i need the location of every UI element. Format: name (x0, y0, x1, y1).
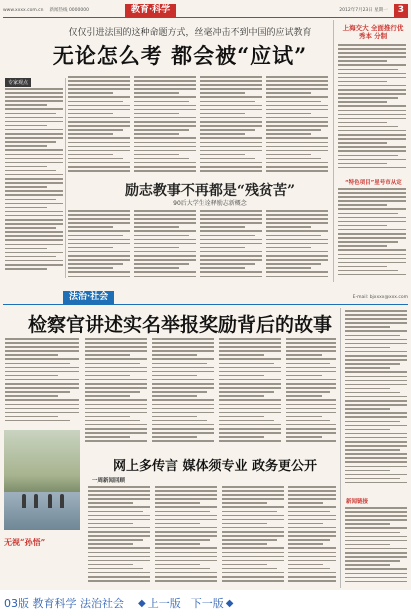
lower-sidebar-rule (340, 308, 341, 588)
top-section-badge: 教育·科学 (125, 4, 176, 17)
edition-label: 03版 教育科学 法治社会 (4, 597, 124, 610)
sub-article-column-2 (134, 210, 196, 282)
lower-sub-column-4 (288, 486, 336, 586)
lower-sub-headline: 网上多传言 媒体须专业 政务更公开 (112, 459, 318, 474)
lower-column-4 (219, 338, 281, 448)
lower-sub-column-2 (155, 486, 217, 586)
sidebar-box-title: “特色项目”星号市从定 (345, 180, 402, 186)
sub-article-column-4 (266, 210, 328, 282)
top-date: 2012年7月23日 星期一 (339, 8, 388, 13)
sidebar-box-column (338, 188, 406, 282)
sidebar-column (338, 44, 406, 174)
section-label: 专家观点 (5, 78, 31, 87)
top-header-bar (3, 3, 408, 18)
sub-article-column-1 (68, 210, 130, 282)
sidebar-headline: 上海交大 全面推行优 秀本 分制 (342, 24, 404, 40)
sidebar-rule (333, 20, 334, 282)
sub-article-kicker: 90后大学生诠释励志新概念 (173, 200, 247, 207)
bottom-header-bar (3, 290, 408, 305)
sub-article-headline: 励志教事不再都是“残贫苦” (124, 183, 296, 199)
lower-sidebar-box-column (345, 507, 407, 587)
lower-sidebar-box-title: 新闻链接 (346, 499, 369, 505)
top-url: www.xxxx.com.cn (3, 7, 44, 13)
article-column-1 (5, 88, 63, 278)
article-column-4 (200, 76, 262, 176)
lower-column-3 (152, 338, 214, 448)
article-column-5 (266, 76, 328, 176)
bottom-contact: E-mail: bjxxxx@xxx.com (352, 294, 408, 300)
lower-column-5 (286, 338, 336, 448)
news-photo (4, 430, 80, 530)
lower-column-2 (85, 338, 147, 448)
sub-article-column-3 (200, 210, 262, 282)
article-column-2 (68, 76, 130, 176)
article-headline: 无论怎么考 都会被“应试” (52, 43, 308, 68)
article-column-3 (134, 76, 196, 176)
lower-sub-column-1 (88, 486, 150, 586)
top-page-number: 3 (394, 4, 408, 17)
lower-sub-label: 一周新闻回顾 (92, 478, 126, 484)
prev-page-link[interactable] (138, 595, 181, 611)
bottom-section-badge: 法治·社会 (63, 291, 114, 304)
article-kicker: 仅仅引进法国的这种命题方式，丝毫冲击不到中国的应试教育 (68, 28, 312, 38)
top-meta: 新闻热线 0000000 (49, 8, 89, 13)
column-rule (65, 78, 66, 278)
photo-caption: 无视“孙悟” (4, 537, 46, 547)
lower-column-1 (5, 338, 79, 428)
next-page-label: 下一版 (190, 597, 224, 610)
lower-sub-column-3 (222, 486, 284, 586)
next-page-link[interactable] (191, 595, 236, 611)
lower-sidebar-column (345, 310, 407, 490)
page-footer (0, 590, 411, 616)
diamond-icon: ◆ (138, 597, 146, 609)
prev-page-label: 上一版 (147, 597, 181, 610)
lower-headline: 检察官讲述实名举报奖励背后的故事 (27, 314, 332, 336)
diamond-icon: ◆ (225, 597, 234, 609)
